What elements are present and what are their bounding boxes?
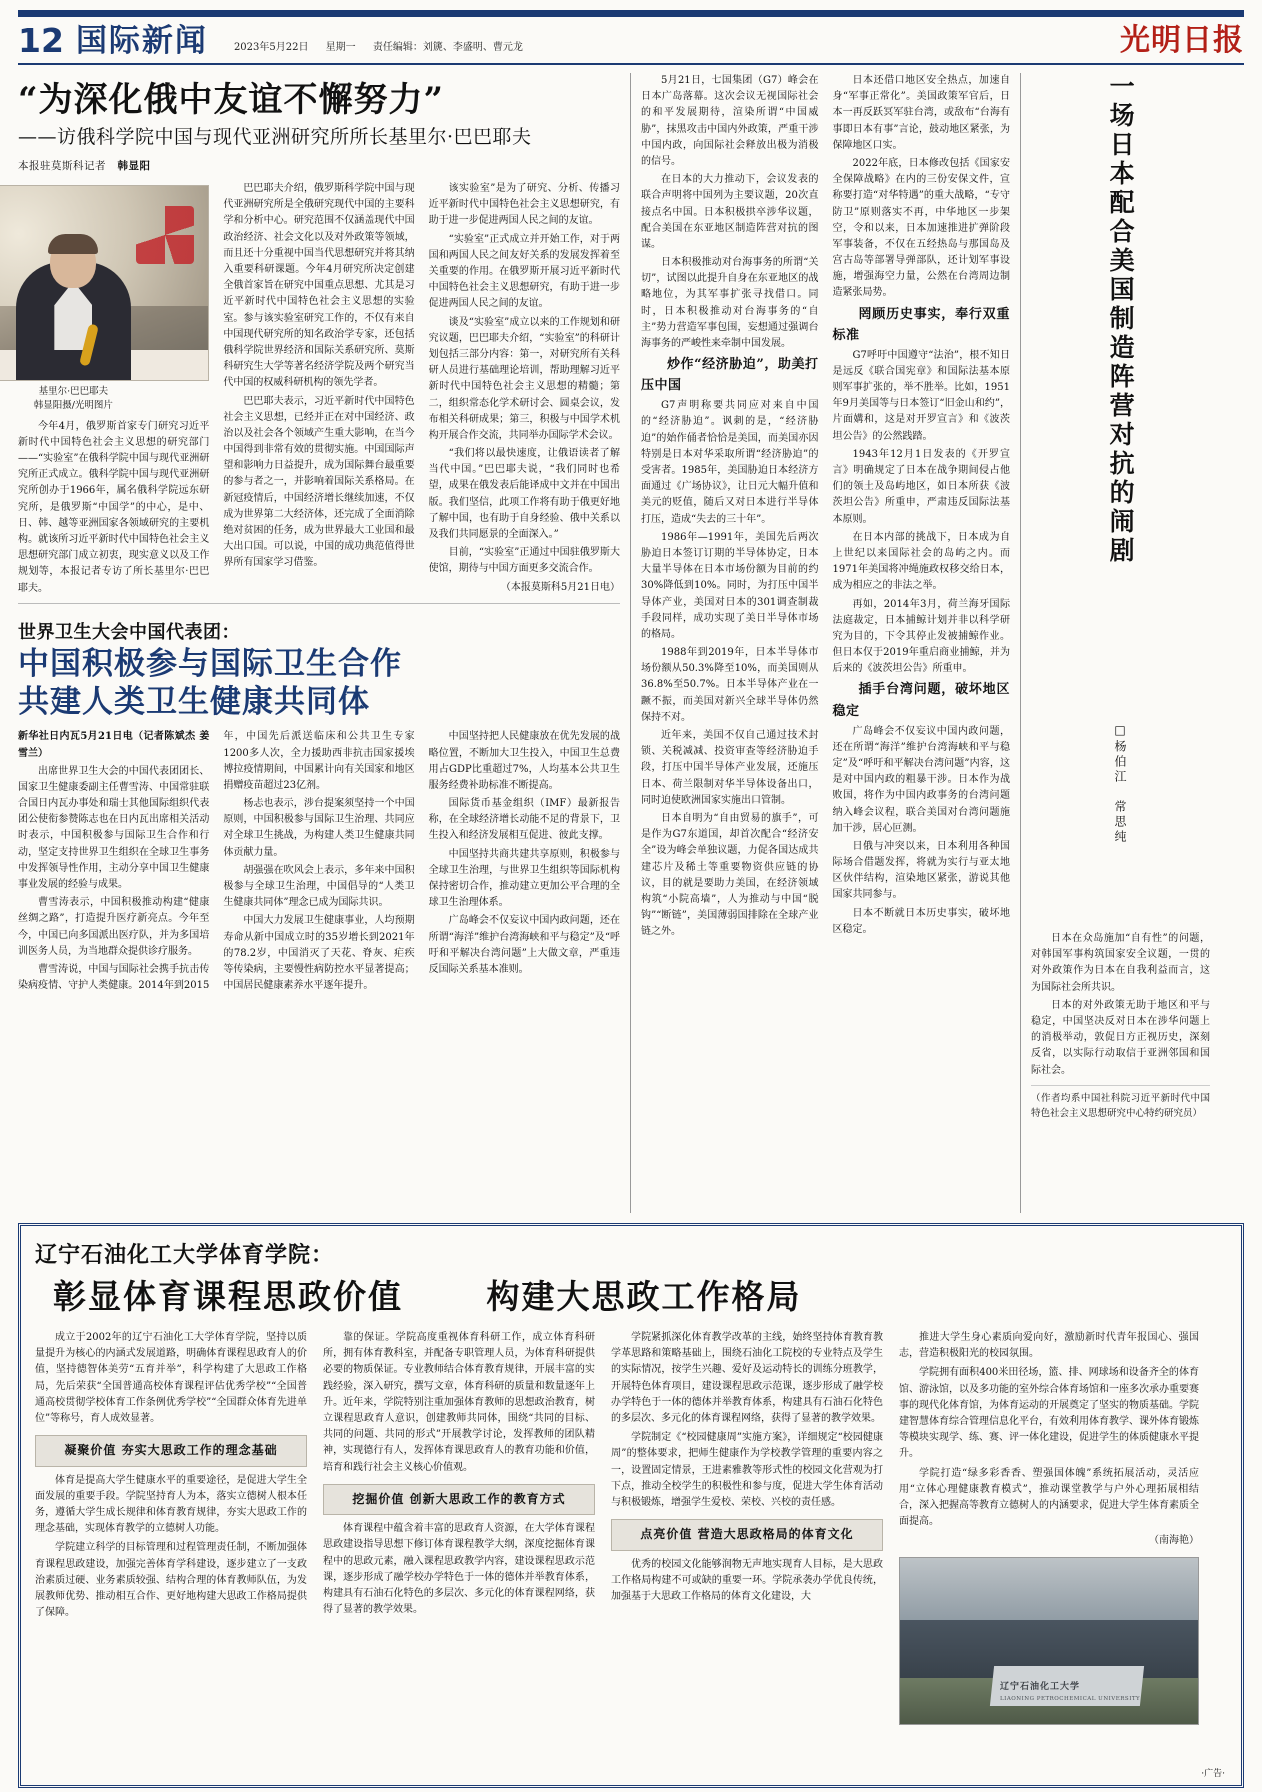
story3-subhead-1: 炒作“经济胁迫”，助美打压中国 [641,357,819,394]
story1-subhead: ——访俄科学院中国与现代亚洲研究所所长基里尔·巴巴耶夫 [18,125,532,148]
story3-para: 再如，2014年3月，荷兰海牙国际法庭裁定，日本捕鲸计划并非以科学研究为目的，下令其停止发被捕鲸作业。但日本仅于2019年重启商业捕鲸，并为后来的《波茨坦公告》所重申。 [832,598,1010,675]
story3-para: 日本自明为“自由贸易的旗手”，可是作为G7东道国，却首次配合“经济安全”设为峰会单独议题，力促各国达成共建芯片及稀土等重要物资供应链的协议，目的就是要助力美国，在经济领域构筑“小院高墙”，人为推动与中国“脱钩”“断链”，美国薄弱国排除在全球产业链之外。 [641,812,819,938]
ad-column-4 [899,1330,1199,1725]
story2-para: 出席世界卫生大会的中国代表团团长、国家卫生健康委副主任曹雪涛、中国常驻联合国日内瓦办事处和瑞士其他国际组织代表团公使衔参赞陈志也在日内瓦出席相关活动时表示，中国积极参与国际卫生合作和行动，坚定支持世界卫生组织在全球卫生事务中发挥领导性作用，主动分享中国卫生健康事业发展的经验与成果。 [18,765,210,890]
photo-caption-name: 基里尔·巴巴耶夫 [38,386,109,398]
story2-body [18,729,620,994]
story3-para: 在日本的大力推动下，会议发表的联合声明将中国列为主要议题，20次直接点名中国。日本积极拱卒涉华议题，配合美国在东亚地区制造阵营对抗的图谋。 [641,174,819,250]
story3-para: G7呼吁中国遵守“法治”，根不知日是远反《联合国宪章》和国际法基本原则军事扩张的，举不胜举。比如，1951年9月美国等与日本签订“旧金山和约”，片面媾和，这是对开罗宣言》和《波茨坦公告》的公然践踏。 [832,349,1010,442]
story3-para: 1986年—1991年，美国先后两次胁迫日本签订订期的半导体协定，日本大量半导体在日本市场份额为目前的约30%降低到10%。同时，为打压中国半导体产业，美国对日本的301调查制裁手段同样，成功实现了美日半导体市场的格局。 [641,531,819,640]
story1-para: “我们将以最快速度，让俄语读者了解当代中国。”巴巴耶夫说，“我们同时也希望，成果在俄发表后能译成中文并在中国出版。我们坚信，此项工作将有助于俄更好地了解中国，也有助于自身经验、俄中关系以及我们共同愿景的全面深入。” [428,448,620,541]
masthead-meta [234,41,1120,57]
story3-para: 日本还借口地区安全热点，加速自身“军事正常化”。美国政策军官后，日本一再反跃冥军驻台湾，或敌布“台海有事即日本有事”言论，鼓动地区紧张，为保障地区口实。 [832,75,1010,151]
story1-byline-name: 韩显阳 [117,160,151,173]
ad-byline: （南海艳） [1149,1535,1199,1547]
ad-para: 推进大学生身心素质向爱向好，激励新时代青年报国心、强国志，营造积极阳光的校园氛围。 [899,1332,1199,1360]
top-rule [18,10,1244,17]
ad-para: 成立于2002年的辽宁石油化工大学体育学院，坚持以质量提升为核心的内涵式发展道路，明确体育课程思政育人的价值，坚持德智体美劳“五育并举”，科学构建了大思政工作格局，先后荣获“全国普通高校体育课程评估优秀学校”“全国普通高校贯彻学校体育工作条例优秀学校”“全国群众体育先进单位”等称号，育人成效显著。 [35,1332,307,1424]
story1-para: 巴巴耶夫表示，习近平新时代中国特色社会主义思想，已经并正在对中国经济、政治以及社会各个领域产生重大影响，在当今中国得到非常有效的贯彻实施。中国国际声望和影响力日益提升，成为国际舞台最重要的参与者之一，并影响着国际关系格局。在新冠疫情后，中国经济增长继续加速，不仅成为世界第二大经济体，还完成了全面消除绝对贫困的任务，成为世界最大工业国和最大出口国。可以说，中国的成功典范值得世界所有国家学习借鉴。 [223,395,415,569]
story1-enddate: （本报莫斯科5月21日电） [500,581,620,593]
ad-para: 学院紧抓深化体育教学改革的主线，始终坚持体育教育教学革思路和策略基础上，围绕石油化工院校的专业特点及学生的实际情况，按学生兴趣、爱好及运动特长的训练分班教学，开展特色体育项目，建设课程思政示范课，逐步形成了融学校办学特色于一体的德体并举教育体系，构建具有石油石化特色的多层次、多元化的体育课程网络，获得了显著的教学效果。 [611,1332,883,1424]
decorative-logo-icon [136,206,194,264]
right-column-block [1020,73,1210,1213]
advertisement-block [18,1223,1244,1788]
editors: 责任编辑：刘篪、李盛明、曹元龙 [372,42,523,53]
story3-body [641,73,1010,941]
weekday: 星期一 [325,42,356,53]
story3-vertical-headline: 一场日本配合美国制造阵营对抗的闹剧 [1106,73,1136,566]
story2-dateline: 新华社日内瓦5月21日电（记者陈斌杰 姜雪兰） [18,731,210,759]
story3-para: 日俄与冲突以来，日本利用各种国际场合借题发挥，将就为实行与亚太地区伙伴结构，渲染地区紧张，游说其他国家共同参与。 [832,840,1010,901]
ad-subhead-2: 挖掘价值 创新大思政工作的教育方式 [323,1484,595,1515]
story2-para: 中国坚持把人民健康放在优先发展的战略位置，不断加大卫生投入，中国卫生总费用占GDP比重超过7%，人均基本公共卫生服务经费补助标准不断提高。 [428,731,620,791]
ad-subhead-3: 点亮价值 营造大思政格局的体育文化 [611,1519,883,1550]
ad-mark: ·广告· [1201,1769,1225,1779]
story3-para: 日本不断就日本历史事实，破坏地区稳定。 [832,907,1010,935]
story1-para: 谈及“实验室”成立以来的工作规划和研究议题，巴巴耶夫介绍，“实验室”的科研计划包括三部分内容：第一，对研究所有关科研人员进行基础理论培训，帮助理解习近平新时代中国特色社会主义思想的精髓；第二，组织常态化学术研讨会、圆桌会议，发布相关科研成果；第三，积极与中国学术机构开展合作交流，共同举办国际学术会议。 [428,316,620,441]
story1-photo-caption [0,385,209,413]
ad-para: 学院拥有面积400米田径场，篮、排、网球场和设备齐全的体育馆、游泳馆，以及多功能的室外综合体育场馆和一座多次承办重要赛事的现代化体育馆，为体育运动的开展奠定了坚实的物质基础。学院建智慧体育综合管理信息化平台，有效利用体育教学、课外体育锻炼等模块实现学、练、赛、评一体化建设，促进学生的体质健康水平提升。 [899,1367,1199,1460]
ad-campus-photo [899,1557,1199,1725]
story3-author-note: （作者均系中国社科院习近平新时代中国特色社会主义思想研究中心特约研究员） [1031,1085,1210,1121]
story3-subhead-3: 罔顾历史事实，奉行双重标准 [832,306,1010,343]
ad-column-1 [35,1330,307,1725]
story1-photo [0,185,209,381]
story2-headline-line1: 中国积极参与国际卫生合作 [18,645,402,682]
ad-body [35,1330,1227,1725]
story2-para: 曹雪涛说，中国与国际社会携手抗击传染病疫情、守护人类健康。2014年到2015年，中国先后派送临床和公共卫生专家1200多人次，全力援助西非抗击国家援埃博拉疫情期间，中国累计向有关国家和地区捐赠疫苗超过23亿剂。 [18,731,415,992]
middle-column-block [630,73,1020,1213]
ad-para: 体育课程中蕴含着丰富的思政育人资源，在大学体育课程思政建设指导思想下修订体育课程教学大纲，深度挖掘体育课程中的思政元素，融入课程思政教学内容，建设课程思政示范课，逐步形成了融学校办学特色于一体的德体并举教育体系，构建具有石油石化特色的多层次、多元化的体育课程网络，获得了显著的教学效果。 [323,1523,595,1616]
story3-para: 1943年12月1日发表的《开罗宣言》明确规定了日本在战争期间侵占他们的领土及岛屿地区，如日本所获《波茨坦公告》所重申，严肃违反国际法基本原则。 [832,448,1010,525]
story3-para: 日本的对外政策无助于地区和平与稳定，中国坚决反对日本在涉华问题上的消极举动，敦促日方正视历史，深刻反省，以实际行动取信于亚洲邻国和国际社会。 [1031,999,1210,1076]
story1-para: 今年4月，俄罗斯首家专门研究习近平新时代中国特色社会主义思想的研究部门——“实验室”在俄科学院中国与现代亚洲研究所正式成立。俄科学院中国与现代亚洲研究所创办于1966年，属名俄科学院远东研究所，是俄罗斯“中国学”的中心，是中、日、韩、越等亚洲国家各领域研究的主要机构。就该所习近平新时代中国特色社会主义思想研究部门成立初衷，现实意义以及工作规划等，本报记者专访了所长基里尔·巴巴耶夫。 [18,420,210,594]
story2-headline [18,646,620,722]
story1-byline [18,158,620,173]
photo-caption-credit: 韩显阳摄/光明图片 [33,399,113,411]
story2-headline-line2: 共建人类卫生健康共同体 [18,683,370,720]
ad-kicker: 辽宁石油化工大学体育学院： [35,1242,335,1268]
story1-para: 目前，“实验室”正通过中国驻俄罗斯大使馆，期待与中国方面更多交流合作。 [428,547,620,575]
ad-photo-stone-text: 辽宁石油化工大学 [1000,1681,1081,1692]
story3-para: 1988年到2019年，日本半导体市场份额从50.3%降至10%，而美国则从36.8%至50.7%。日本半导体产业在一蹶不振，而美国对新兴全球半导体仍然保持不对。 [641,647,819,723]
story2-para: 中国坚持共商共建共享原则，积极参与全球卫生治理，与世界卫生组织等国际机构保持密切合作，推动建立更加公平合理的全球卫生治理体系。 [428,848,620,909]
ad-title-part1: 彰显体育课程思政价值 [53,1277,403,1316]
story3-para: 在日本内部的挑战下，日本成为自上世纪以来国际社会的岛屿之内。而1971年美国将冲绳施政权移交给日本，成为相应之的非法之举。 [832,531,1010,592]
masthead [18,21,1244,65]
story2-para: 国际货币基金组织（IMF）最新报告称，在全球经济增长动能不足的背景下，卫生投入和经济发展相互促进、彼此支撑。 [428,798,620,842]
ad-title-part2: 构建大思政工作格局 [486,1277,802,1316]
ad-photo-stone-subtext: LIAONING PETROCHEMICAL UNIVERSITY [1000,1695,1141,1702]
ad-column-2 [323,1330,595,1725]
ad-para: 学院建立科学的目标管理和过程管理责任制，不断加强体育课程思政建设，加强完善体育学科建设，逐步建立了一支政治素质过硬、业务素质较强、结构合理的体育教师队伍，为发展教师优势、推动相互合作、更好地构建大思政工作格局提供了保障。 [35,1542,307,1619]
story2-kicker: 世界卫生大会中国代表团： [18,621,240,643]
ad-para: 学院制定《“校园健康周”实施方案》，详细规定“校园健康周”的整体要求，把师生健康作为学校教学管理的重要内容之一，设置固定情景，王进素雅教等形式性的校园文化营观为打下点，推动全校学生的积极性和参与度，促进大学生体育活动与积极锻炼，增强学生爱校、荣校、兴校的责任感。 [611,1432,883,1508]
story1-para: 巴巴耶夫介绍，俄罗斯科学院中国与现代亚洲研究所是全俄研究现代中国的主要科学和分析中心。研究范围不仅涵盖现代中国政治经济、社会文化以及对外政策等领域，而且还十分重视中国当代思想研究并将其纳入重要科研课题。今年4月研究所决定创建全俄首家旨在研究中国重点思想、尤其是习近平新时代中国特色社会主义思想的实验室。参与该实验室研究工作的，不仅有来自中国现代研究所的知名政治学专家，还包括俄科学院世界经济和国际关系研究所、莫斯科研究生大学等著名经济学院及两个研究当代中国的权威科研机构的领先学者。 [223,183,415,389]
story3-para: 日本在众岛施加“自有性”的问题，对韩国军事构筑国家安全议题，一贯的对外政策作为日本在自我利益而言，这为国际社会所共识。 [1031,933,1210,993]
story1-body [18,181,620,597]
ad-title [53,1271,1227,1318]
story3-para: 近年来，美国不仅自己通过技术封锁、关税减减、投资审查等经济胁迫手段，打压中国半导体产业发展，还施压日本、荷兰限制对华半导体设备出口，同时迫使欧洲国家实施出口管制。 [641,730,819,806]
story3-subhead-2: 插手台湾问题，破坏地区稳定 [832,682,1010,719]
story3-para: 广岛峰会不仅妄议中国内政问题，还在所谓“海洋”维护台湾海峡和平与稳定”及“呼吁和平解决台湾问题”内容，这是对中国内政的粗暴干涉。日本作为战败国，将作为中国内政事务的台湾问题纳入峰会议程，联合美国对台湾问题施加干涉，居心叵测。 [832,725,1010,834]
section-title: 国际新闻 [75,23,208,59]
ad-para: 靠的保证。学院高度重视体育科研工作，成立体育科研所，拥有体育教科室，并配备专职管理人员，为体育科研提供必要的物质保证。专业教师结合体育教育规律，开展丰富的实践经验，深入研究，撰写文章，体育科研的质量和数量逐年上升。近年来，学院特别注重加强体育教师的思想政治教育，树立课程思政育人意识，创建教师共同体，围绕“共同的目标、共同的问题、共同的形式”开展教学讨论，发挥教师的团队精神，实现德行有人，发挥体育课思政育人的教育功能和价值，培育和践行社会主义核心价值观。 [323,1332,595,1473]
story3-para: 5月21日，七国集团（G7）峰会在日本广岛落幕。这次会议无视国际社会的和平发展期待，渲染所谓“中国威胁”，抹黑攻击中国内外政策，严重干涉中国内政，向国际社会释放出极为消极的信号。 [641,75,819,167]
story1-para: 该实验室”是为了研究、分析、传播习近平新时代中国特色社会主义思想研究，有助于进一步促进两国人民之间的友谊。 [428,183,620,227]
story2-para: 曹雪涛表示，中国积极推动构建“健康丝绸之路”，打造提升医疗新亮点。今年至今，中国已向多国派出医疗队，并为多国培训医务人员，为当地群众提供诊疗服务。 [18,897,210,957]
ad-para: 优秀的校园文化能够润物无声地实现育人目标，是大思政工作格局构建不可或缺的重要一环。学院承袭办学优良传统，加强基于大思政工作格局的体育文化建设，大 [611,1558,883,1602]
story1-byline-prefix: 本报驻莫斯科记者 [18,160,106,173]
story2-para: 广岛峰会不仅妄议中国内政问题，还在所谓“海洋”维护台湾海峡和平与稳定”及“呼吁和平解决台湾问题”上大做文章，严重违反国际关系基本准则。 [428,915,620,975]
story1-headline: “为深化俄中友谊不懈努力” [18,80,445,120]
story2-para: 胡强强在吹风会上表示，多年来中国积极参与全球卫生治理，中国倡导的“人类卫生健康共同体”理念已成为国际共识。 [223,864,415,909]
divider [18,603,620,604]
publish-date: 2023年5月22日 [233,42,309,53]
story3-right-body [1031,931,1210,1121]
story1-para: “实验室”正式成立并开始工作，对于两国和两国人民之间友好关系的发展发挥着至关重要的作用。在俄罗斯开展习近平新时代中国特色社会主义思想研究，有助于进一步促进两国人民之间的友谊。 [428,233,620,310]
paper-logo: 光明日报 [1120,23,1244,58]
story3-para: 日本积极推动对台海事务的所谓“关切”，试图以此提升自身在东亚地区的战略地位，为其军事扩张寻找借口。同时，日本积极推动对台海事务的“自主”势力营造军事包围，妄想通过强调台海事务的严峻性来牵制中国发展。 [641,257,819,349]
ad-column-3 [611,1330,883,1725]
left-column-block [18,73,630,1213]
ad-para: 学院打造“绿多彩香香、塑强国体魄”系统拓展活动，灵活应用“立体心理健康教育模式”，推动课堂教学与户外心理拓展相结合，深入把握高等教育立德树人的内涵要求，促进大学生体育素质全面提高。 [899,1467,1199,1528]
story1-photo-block [0,185,209,413]
ad-para: 体育是提高大学生健康水平的重要途径，是促进大学生全面发展的重要手段。学院坚持育人为本，落实立德树人根本任务，遵循大学生成长规律和体育教育规律，夯实大思政工作的理念基础，实现体育教学的立德树人功能。 [35,1474,307,1535]
story3-para: 2022年底，日本修改包括《国家安全保障战略》在内的三份安保文件，宣称要打造“对华特遇”的重大战略，“专守防卫”原则落实不再，中华地区一步架空，令和以来，日本加速推进扩弹阶段军事装备，不仅在五经热岛与那国岛及宫古岛等部署导弹部队，还计划军事设施，增强海空力量，公然在台湾周边制造紧张局势。 [832,157,1010,299]
story2-para: 杨忐也表示，涉台提案须坚持一个中国原则，中国积极参与国际卫生治理、共同应对全球卫生挑战，为构建人类卫生健康共同体贡献力量。 [223,798,415,858]
ad-subhead-1: 凝聚价值 夯实大思政工作的理念基础 [35,1435,307,1466]
story2-para: 中国大力发展卫生健康事业，人均预期寿命从新中国成立时的35岁增长到2021年的78.2岁，中国消灭了天花、脊灰、疟疾等传染病，主要慢性病防控水平显著提高；中国居民健康素养水平逐年提升。 [223,915,415,992]
main-content [18,73,1244,1213]
story3-authors: □杨伯江 常思纯 [1113,723,1127,845]
page-number: 12 [18,21,64,60]
story3-para: G7声明称要共同应对来自中国的“经济胁迫”。讽刺的是，“经济胁迫”的始作俑者恰恰是美国，而美国亦因特别是日本对华采取所谓“经济胁迫”的受害者。1985年，美国胁迫日本经济方面通过《广场协议》，让日元大幅升值和美元的贬值，随后又对日本进行半导体打压，造成“失去的三十年”。 [641,400,819,525]
